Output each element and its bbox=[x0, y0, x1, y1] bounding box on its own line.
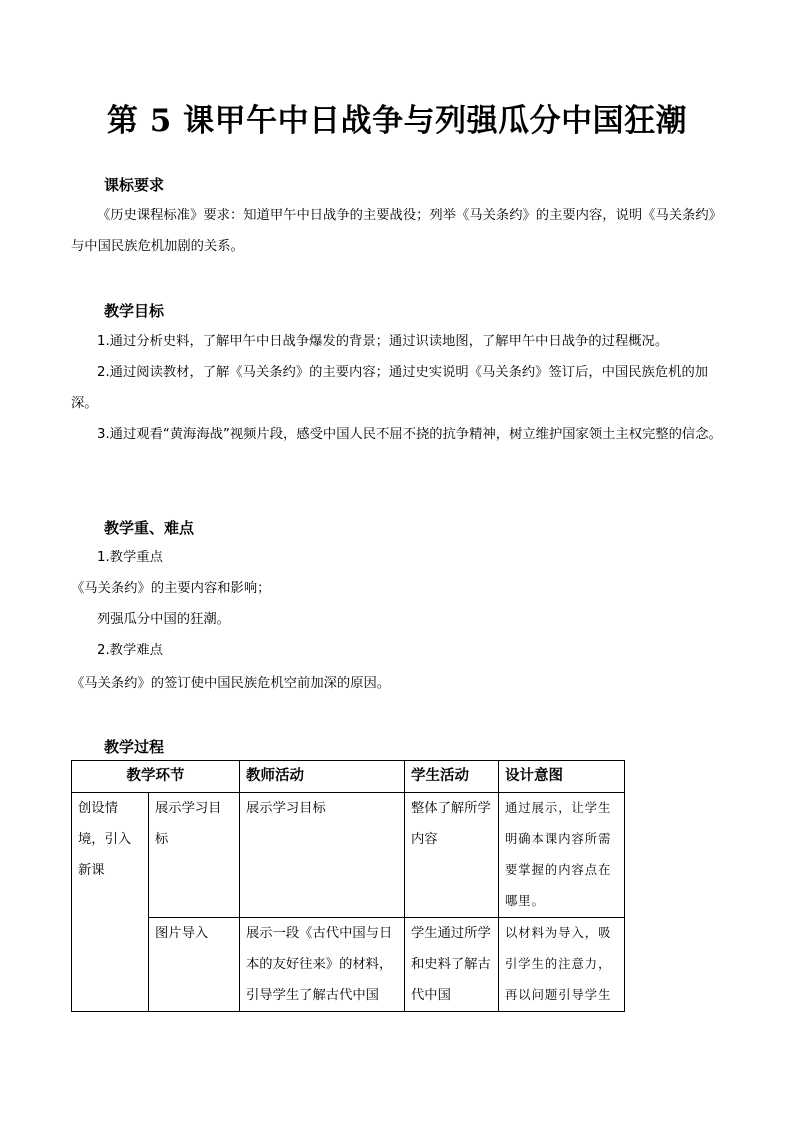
keypoint-line: 2.教学难点 bbox=[97, 643, 163, 658]
section-heading-objectives: 教学目标 bbox=[104, 302, 165, 320]
keypoint-line: 《马关条约》的主要内容和影响； bbox=[71, 581, 271, 596]
objective-2: 2.通过阅读教材，了解《马关条约》的主要内容；通过史实说明《马关条约》签订后，中国民族危机的加深。 bbox=[71, 365, 709, 411]
student-cell: 整体了解所学内容 bbox=[405, 793, 499, 918]
objective-1: 1.通过分析史料，了解甲午中日战争爆发的背景；通过识读地图，了解甲午中日战争的过程概况。 bbox=[97, 334, 669, 349]
section-heading-keypoints: 教学重、难点 bbox=[104, 519, 195, 537]
standard-text: 《历史课程标准》要求：知道甲午中日战争的主要战役；列举《马关条约》的主要内容，说明《马关条约》与中国民族危机加剧的关系。 bbox=[71, 208, 722, 254]
section-heading-standard: 课标要求 bbox=[104, 176, 165, 194]
keypoint-line: 1.教学重点 bbox=[97, 550, 163, 565]
teacher-cell: 展示一段《古代中国与日本的友好往来》的材料，引导学生了解古代中国 bbox=[240, 918, 405, 1012]
process-table bbox=[71, 760, 625, 1012]
step-cell: 图片导入 bbox=[149, 918, 240, 1012]
stage-cell: 创设情境，引入新课 bbox=[72, 793, 149, 1012]
teacher-cell: 展示学习目标 bbox=[240, 793, 405, 918]
table-header-row bbox=[72, 761, 625, 793]
intent-cell: 通过展示，让学生明确本课内容所需要掌握的内容点在哪里。 bbox=[499, 793, 625, 918]
table-row bbox=[72, 918, 625, 1012]
student-cell: 学生通过所学和史料了解古代中国 bbox=[405, 918, 499, 1012]
table-row bbox=[72, 793, 625, 918]
header-intent: 设计意图 bbox=[499, 761, 625, 793]
header-teacher: 教师活动 bbox=[240, 761, 405, 793]
keypoint-line: 列强瓜分中国的狂潮。 bbox=[97, 612, 230, 627]
section-heading-process: 教学过程 bbox=[104, 738, 165, 756]
keypoint-line: 《马关条约》的签订使中国民族危机空前加深的原因。 bbox=[71, 676, 391, 691]
header-student: 学生活动 bbox=[405, 761, 499, 793]
objective-3: 3.通过观看“黄海海战”视频片段，感受中国人民不屈不挠的抗争精神，树立维护国家领土主权完整的信念。 bbox=[97, 427, 722, 442]
header-stage: 教学环节 bbox=[72, 761, 240, 793]
step-cell: 展示学习目标 bbox=[149, 793, 240, 918]
intent-cell: 以材料为导入，吸引学生的注意力，再以问题引导学生 bbox=[499, 918, 625, 1012]
page-title: 第 5 课甲午中日战争与列强瓜分中国狂潮 bbox=[106, 103, 688, 139]
